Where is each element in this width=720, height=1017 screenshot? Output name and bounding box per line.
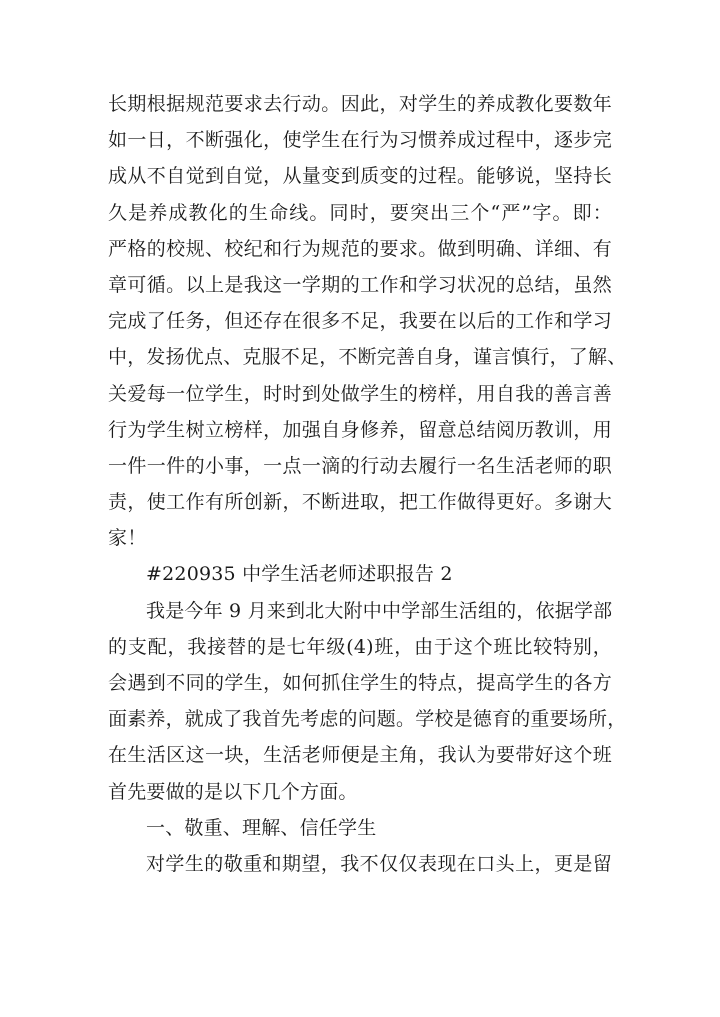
text-line: 章可循。以上是我这一学期的工作和学习状况的总结，虽然 bbox=[108, 273, 612, 296]
section-heading bbox=[108, 556, 612, 592]
text-line: 在生活区这一块，生活老师便是主角，我认为要带好这个班 bbox=[108, 744, 612, 767]
text-line: 面素养，就成了我首先考虑的问题。学校是德育的重要场所， bbox=[108, 708, 627, 731]
text-line: 首先要做的是以下几个方面。 bbox=[108, 780, 358, 803]
text-line: 对学生的敬重和期望，我不仅仅表现在口头上，更是留 bbox=[146, 852, 612, 875]
text-line: 长期根据规范要求去行动。因此，对学生的养成教化要数年 bbox=[108, 93, 612, 115]
text-line: 严格的校规、校纪和行为规范的要求。做到明确、详细、有 bbox=[108, 237, 612, 260]
text-line: 完成了任务，但还存在很多不足，我要在以后的工作和学习 bbox=[108, 310, 612, 333]
text-line: 的支配，我接替的是七年级(4)班，由于这个班比较特别， bbox=[108, 635, 612, 658]
text-line: 一件一件的小事，一点一滴的行动去履行一名生活老师的职 bbox=[108, 454, 612, 477]
text-line: 我是今年 9 月来到北大附中中学部生活组的，依据学部 bbox=[146, 599, 613, 622]
paragraph bbox=[108, 86, 627, 556]
subsection-title: 一、敬重、理解、信任学生 bbox=[146, 816, 377, 839]
text-line: 中，发扬优点、克服不足，不断完善自身，谨言慎行，了解、 bbox=[108, 346, 627, 369]
text-line: 家！ bbox=[108, 527, 147, 550]
text-line: 责，使工作有所创新，不断进取，把工作做得更好。多谢大 bbox=[108, 491, 612, 514]
paragraph bbox=[108, 593, 627, 810]
subsection-heading bbox=[108, 810, 612, 846]
text-line: 成从不自觉到自觉，从量变到质变的过程。能够说，坚持长 bbox=[108, 165, 612, 188]
text-line: 久是养成教化的生命线。同时，要突出三个“严”字。即： bbox=[108, 201, 612, 224]
text-line: 会遇到不同的学生，如何抓住学生的特点，提高学生的各方 bbox=[108, 672, 612, 694]
paragraph bbox=[108, 846, 612, 882]
text-line: 行为学生树立榜样，加强自身修养，留意总结阅历教训，用 bbox=[108, 418, 612, 441]
text-line: 如一日，不断强化，使学生在行为习惯养成过程中，逐步完 bbox=[108, 129, 612, 152]
heading-text: #220935 中学生活老师述职报告 2 bbox=[146, 563, 453, 586]
document-page bbox=[108, 86, 627, 882]
text-line: 关爱每一位学生，时时到处做学生的榜样，用自我的善言善 bbox=[108, 382, 612, 405]
